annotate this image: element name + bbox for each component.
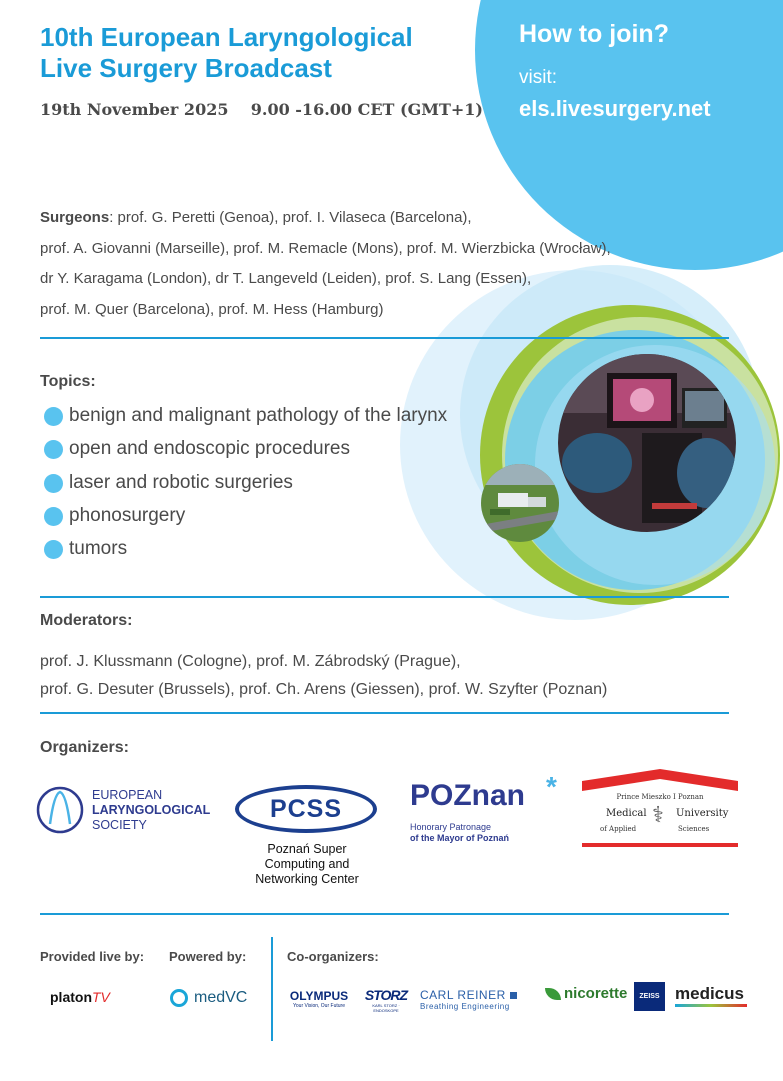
event-title xyxy=(40,22,413,84)
olympus-tagline: Your Vision, Our Future xyxy=(293,1003,345,1009)
topic-item: laser and robotic surgeries xyxy=(44,471,293,495)
topic-item: open and endoscopic procedures xyxy=(44,437,350,461)
building-aerial-photo xyxy=(480,463,560,543)
olympus-wordmark: OLYMPUS xyxy=(289,989,349,1003)
poznan-wordmark: POZnan xyxy=(410,779,526,812)
pcss-wordmark: PCSS xyxy=(269,794,343,823)
event-title-line2: Live Surgery Broadcast xyxy=(40,53,332,83)
moderators-line2: prof. G. Desuter (Brussels), prof. Ch. Arens (Giessen), prof. W. Szyfter (Poznan) xyxy=(40,681,608,698)
poznan-logo xyxy=(410,771,570,850)
zeiss-wordmark: ZEISS xyxy=(639,993,660,1000)
poznan-patronage-line1: Honorary Patronage xyxy=(410,822,492,832)
els-name-line2: LARYNGOLOGICAL xyxy=(92,803,211,817)
surgeons-label: Surgeons xyxy=(40,209,110,226)
topic-item: tumors xyxy=(44,537,127,561)
storz-logo xyxy=(361,987,411,1013)
university-line3a: of Applied xyxy=(600,825,637,833)
topic-item: benign and malignant pathology of the larynx xyxy=(44,404,447,428)
section-divider xyxy=(40,913,729,915)
square-icon xyxy=(510,992,517,999)
bullet-icon xyxy=(44,474,63,493)
els-logo xyxy=(36,784,226,839)
leaf-icon xyxy=(545,988,561,1000)
bullet-icon xyxy=(44,407,63,426)
join-visit-label: visit: xyxy=(519,67,557,88)
medvc-logo xyxy=(170,986,247,1010)
topics-label: Topics: xyxy=(40,373,96,390)
provided-by-label: Provided live by: xyxy=(40,949,145,964)
zeiss-logo xyxy=(634,982,665,1011)
medicus-wordmark: medicus xyxy=(675,984,744,1003)
bullet-icon xyxy=(44,507,63,526)
pcss-name-line2: Computing and xyxy=(264,857,350,871)
caduceus-icon: ⚕ xyxy=(652,802,664,827)
surgeons-section xyxy=(40,203,740,325)
university-line2b: University xyxy=(676,808,729,819)
tv-wordmark: TV xyxy=(92,989,110,1005)
pcss-oval xyxy=(235,785,377,833)
nicorette-logo xyxy=(545,985,627,1002)
event-date: 19th November 2025 xyxy=(40,100,229,119)
section-divider xyxy=(40,337,729,339)
surgeons-line4: prof. M. Quer (Barcelona), prof. M. Hess (Hamburg) xyxy=(40,300,384,318)
medvc-wordmark: medVC xyxy=(194,989,248,1006)
operating-room-photo xyxy=(557,353,737,533)
join-url-link[interactable]: els.livesurgery.net xyxy=(519,96,711,121)
surgeons-line2: prof. A. Giovanni (Marseille), prof. M. Remacle (Mons), prof. M. Wierzbicka (Wrocław), xyxy=(40,239,611,257)
event-date-time xyxy=(40,100,483,119)
university-line3b: Sciences xyxy=(678,825,710,833)
moderators-line1: prof. J. Klussmann (Cologne), prof. M. Zábrodský (Prague), xyxy=(40,653,461,670)
university-line1: Prince Mieszko I Poznan xyxy=(616,793,704,801)
surgeons-line1: : prof. G. Peretti (Genoa), prof. I. Vilaseca (Barcelona), xyxy=(109,209,472,226)
medicus-underline xyxy=(675,1004,747,1007)
storz-tagline: KARL STORZ · ENDOSKOPE xyxy=(372,1003,400,1013)
carl-reiner-tagline: Breathing Engineering xyxy=(420,1002,510,1011)
section-divider xyxy=(40,712,729,714)
platon-tv-logo xyxy=(50,989,110,1005)
moderators-label: Moderators: xyxy=(40,612,133,629)
poznan-patronage-line2: of the Mayor of Poznań xyxy=(410,833,509,843)
els-name-line1: EUROPEAN xyxy=(92,788,163,802)
nicorette-wordmark: nicorette xyxy=(564,985,628,1002)
pcss-name-line1: Poznań Super xyxy=(267,842,347,856)
surgeons-line3: dr Y. Karagama (London), dr T. Langeveld (Leiden), prof. S. Lang (Essen), xyxy=(40,270,532,287)
topic-item: phonosurgery xyxy=(44,504,185,528)
carl-reiner-logo xyxy=(420,988,517,1011)
bullet-icon xyxy=(44,440,63,459)
co-organizers-label: Co-organizers: xyxy=(287,949,379,964)
organizers-label: Organizers: xyxy=(40,739,129,756)
powered-by-label: Powered by: xyxy=(169,949,247,964)
university-logo xyxy=(580,767,740,849)
bullet-icon xyxy=(44,540,63,559)
pcss-name-line3: Networking Center xyxy=(255,872,359,886)
els-name-line3: SOCIETY xyxy=(92,818,147,832)
medicus-logo xyxy=(675,984,747,1007)
event-title-line1: 10th European Laryngological xyxy=(40,22,413,52)
section-divider xyxy=(40,596,729,598)
event-time: 9.00 -16.00 CET (GMT+1) xyxy=(250,100,483,119)
els-emblem-icon xyxy=(36,784,86,836)
olympus-logo xyxy=(283,989,355,1009)
footer-divider xyxy=(271,937,273,1041)
platon-wordmark: platon xyxy=(50,989,92,1005)
join-title: How to join? xyxy=(519,20,669,48)
carl-reiner-wordmark: CARL REINER xyxy=(420,988,506,1002)
asterisk-icon: * xyxy=(546,771,557,802)
moderators-list xyxy=(40,648,607,704)
pcss-logo xyxy=(232,782,382,892)
storz-wordmark: STORZ xyxy=(364,987,408,1003)
medvc-emblem-icon xyxy=(170,989,188,1007)
university-line2a: Medical xyxy=(606,808,647,819)
